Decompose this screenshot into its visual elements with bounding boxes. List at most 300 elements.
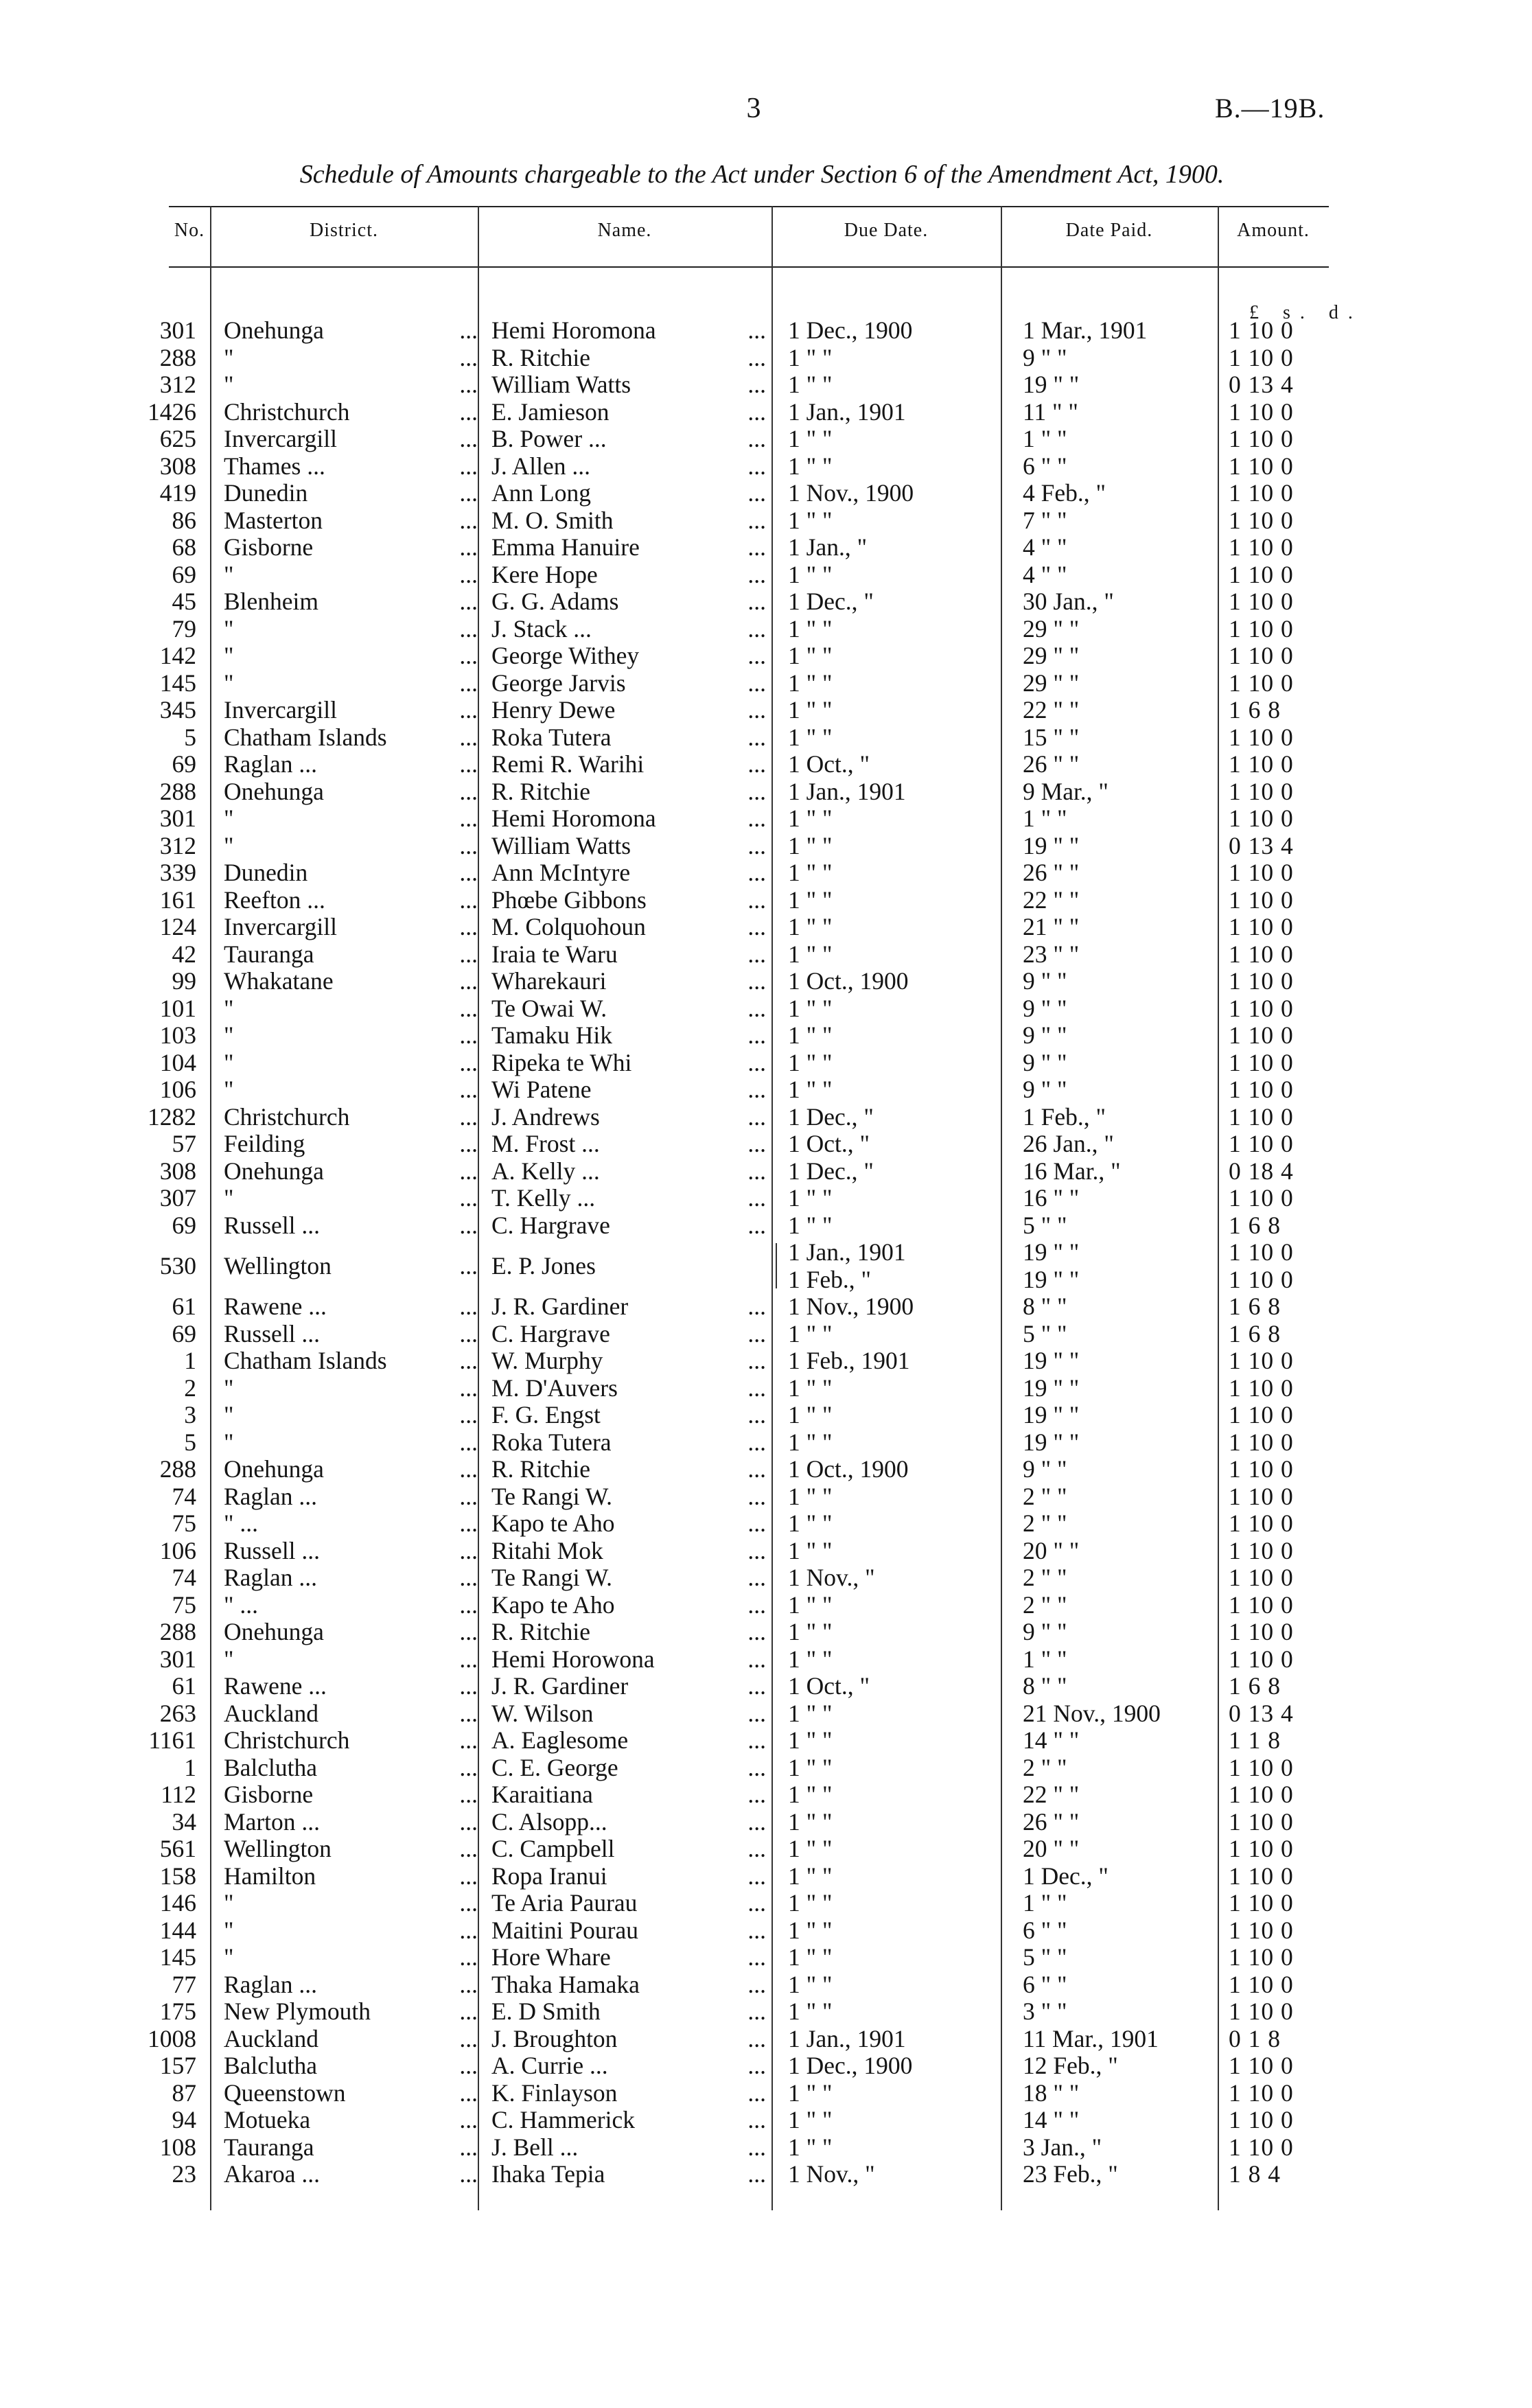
- row-amount: 1 8 4: [1229, 2160, 1281, 2188]
- row-amount: 1 10 0: [1229, 2079, 1294, 2107]
- table-row: [0, 562, 1532, 589]
- leader-dots: ...: [459, 1021, 478, 1049]
- row-date-paid: 5 " ": [1023, 1211, 1067, 1239]
- row-name: K. Finlayson: [491, 2079, 618, 2107]
- row-district: Dunedin: [224, 479, 308, 507]
- row-number: 625: [159, 425, 196, 452]
- row-district: Russell ...: [224, 1319, 321, 1347]
- row-name: Ripeka te Whi: [491, 1048, 632, 1076]
- table-row: [0, 914, 1532, 941]
- row-name: E. P. Jones: [491, 1252, 596, 1280]
- header-amount: Amount.: [1237, 220, 1310, 241]
- row-number: 45: [172, 588, 196, 615]
- row-due-date: 1 " ": [788, 1021, 833, 1049]
- row-name: Phœbe Gibbons: [491, 885, 647, 914]
- row-amount: 1 10 0: [1229, 1509, 1294, 1537]
- table-row: [0, 1564, 1532, 1592]
- row-amount: 1 10 0: [1229, 614, 1294, 642]
- row-amount: 1 10 0: [1229, 425, 1294, 452]
- row-due-date: 1 " ": [788, 723, 833, 751]
- row-district: Gisborne: [224, 1781, 314, 1808]
- row-due-date: 1 " ": [788, 1401, 833, 1428]
- leader-dots: ...: [747, 804, 766, 832]
- row-date-paid: 19 " ": [1023, 1265, 1080, 1293]
- row-district: ": [224, 371, 234, 398]
- row-district: Reefton ...: [224, 885, 325, 914]
- row-due-date: 1 Dec., 1900: [788, 316, 913, 344]
- row-date-paid: 2 " ": [1023, 1590, 1067, 1619]
- leader-dots: ...: [747, 885, 766, 914]
- leader-dots: ...: [459, 1889, 478, 1917]
- table-row: [0, 1646, 1532, 1674]
- leader-dots: ...: [747, 1021, 766, 1049]
- table-row: [0, 1239, 1532, 1293]
- row-due-date: 1 " ": [788, 452, 833, 480]
- row-date-paid: 23 Feb., ": [1023, 2160, 1118, 2188]
- row-due-date: 1 " ": [788, 1536, 833, 1564]
- leader-dots: ...: [459, 1102, 478, 1131]
- leader-dots: ...: [459, 316, 478, 344]
- table-row: [0, 1321, 1532, 1348]
- row-district: Russell ...: [224, 1536, 321, 1564]
- row-amount: 1 10 0: [1229, 2052, 1294, 2079]
- row-number: 307: [159, 1184, 196, 1212]
- leader-dots: ...: [459, 723, 478, 751]
- table-row: [0, 1809, 1532, 1836]
- leader-dots: ...: [459, 1916, 478, 1944]
- leader-dots: ...: [747, 316, 766, 344]
- row-number: 145: [159, 669, 196, 697]
- row-amount: 1 10 0: [1229, 1265, 1294, 1293]
- table-row: [0, 480, 1532, 507]
- leader-dots: ...: [459, 1482, 478, 1510]
- row-name: M. Frost ...: [491, 1130, 600, 1157]
- row-district: Russell ...: [224, 1211, 321, 1239]
- row-amount: 1 10 0: [1229, 452, 1294, 480]
- row-due-date: 1 " ": [788, 1428, 833, 1456]
- table-row: [0, 670, 1532, 697]
- row-number: 1: [184, 1347, 196, 1374]
- row-district: Gisborne: [224, 533, 314, 561]
- row-name: J. R. Gardiner: [491, 1672, 629, 1700]
- row-amount: 1 10 0: [1229, 1130, 1294, 1157]
- row-date-paid: 19 " ": [1023, 1347, 1080, 1374]
- row-district: ": [224, 642, 234, 669]
- row-amount: 1 6 8: [1229, 1319, 1281, 1347]
- table-row: [0, 968, 1532, 995]
- row-district: ": [224, 1401, 234, 1428]
- row-number: 77: [172, 1970, 196, 1998]
- row-amount: 1 10 0: [1229, 1943, 1294, 1971]
- row-district: Whakatane: [224, 967, 334, 995]
- leader-dots: ...: [459, 2024, 478, 2052]
- row-number: 79: [172, 614, 196, 642]
- row-number: 3: [184, 1401, 196, 1428]
- row-due-date: 1 Oct., ": [788, 1672, 870, 1700]
- table-row: [0, 1131, 1532, 1158]
- leader-dots: ...: [747, 1048, 766, 1076]
- row-district: Tauranga: [224, 940, 314, 968]
- row-number: 339: [159, 859, 196, 886]
- leader-dots: ...: [747, 777, 766, 805]
- row-name: Te Rangi W.: [491, 1482, 612, 1510]
- row-amount: 1 10 0: [1229, 750, 1294, 778]
- table-header-rule: [169, 266, 1329, 268]
- table-row: [0, 1293, 1532, 1321]
- row-due-date: 1 Oct., ": [788, 1130, 870, 1157]
- row-due-date: 1 " ": [788, 1618, 833, 1645]
- row-amount: 0 13 4: [1229, 831, 1294, 859]
- row-due-date: 1 " ": [788, 1998, 833, 2025]
- leader-dots: ...: [747, 2133, 766, 2161]
- table-row: [0, 1836, 1532, 1863]
- leader-dots: ...: [459, 2079, 478, 2107]
- table-row: [0, 1212, 1532, 1240]
- table-row: [0, 887, 1532, 914]
- leader-dots: ...: [459, 940, 478, 968]
- row-number: 86: [172, 506, 196, 534]
- row-amount: 1 10 0: [1229, 913, 1294, 940]
- row-number: 106: [159, 1076, 196, 1103]
- row-name: Hore Whare: [491, 1943, 611, 1971]
- row-district: ": [224, 1428, 234, 1456]
- row-date-paid: 9 Mar., ": [1023, 777, 1109, 805]
- row-number: 61: [172, 1293, 196, 1320]
- row-amount: 1 6 8: [1229, 1293, 1281, 1320]
- row-district: Chatham Islands: [224, 723, 387, 751]
- row-date-paid: 2 " ": [1023, 1753, 1067, 1781]
- row-district: Wellington: [224, 1835, 332, 1862]
- header-no: No.: [174, 220, 205, 241]
- row-date-paid: 3 " ": [1023, 1998, 1067, 2025]
- leader-dots: ...: [747, 913, 766, 940]
- row-district: ": [224, 560, 234, 588]
- row-date-paid: 26 " ": [1023, 859, 1080, 886]
- row-number: 108: [159, 2133, 196, 2161]
- row-amount: 1 6 8: [1229, 1672, 1281, 1700]
- row-name: Hemi Horomona: [491, 804, 656, 832]
- schedule-title: Schedule of Amounts chargeable to the Act under Section 6 of the Amendment Act, 1900.: [299, 160, 1225, 189]
- leader-dots: ...: [459, 560, 478, 588]
- row-name: Ann Long: [491, 479, 591, 507]
- row-number: 99: [172, 967, 196, 995]
- row-due-date: 1 " ": [788, 885, 833, 914]
- row-date-paid: 26 " ": [1023, 750, 1080, 778]
- row-number: 288: [159, 777, 196, 805]
- leader-dots: ...: [459, 479, 478, 507]
- row-name: Kapo te Aho: [491, 1590, 615, 1619]
- leader-dots: ...: [747, 2106, 766, 2133]
- row-date-paid: 5 " ": [1023, 1943, 1067, 1971]
- row-date-paid: 1 " ": [1023, 804, 1067, 832]
- row-amount: 1 10 0: [1229, 1753, 1294, 1781]
- row-date-paid: 5 " ": [1023, 1319, 1067, 1347]
- table-row: [0, 941, 1532, 969]
- leader-dots: ...: [459, 1130, 478, 1157]
- row-amount: 1 10 0: [1229, 967, 1294, 995]
- row-amount: 1 10 0: [1229, 1428, 1294, 1456]
- table-row: [0, 1104, 1532, 1131]
- row-name: R. Ritchie: [491, 343, 590, 371]
- row-district: Rawene ...: [224, 1672, 327, 1700]
- table-row: [0, 1538, 1532, 1565]
- leader-dots: ...: [747, 1726, 766, 1754]
- leader-dots: ...: [459, 1807, 478, 1836]
- row-district: " ...: [224, 1590, 258, 1619]
- table-row: [0, 1375, 1532, 1402]
- row-date-paid: 11 Mar., 1901: [1023, 2024, 1159, 2052]
- leader-dots: ...: [747, 723, 766, 751]
- row-due-date: 1 " ": [788, 669, 833, 697]
- leader-dots: ...: [459, 614, 478, 642]
- row-number: 301: [159, 1645, 196, 1673]
- row-due-date: 1 " ": [788, 2079, 833, 2107]
- row-number: 74: [172, 1564, 196, 1591]
- row-number: 5: [184, 1428, 196, 1456]
- row-number: 75: [172, 1509, 196, 1537]
- row-district: ": [224, 614, 234, 642]
- row-date-paid: 19 " ": [1023, 831, 1080, 859]
- row-date-paid: 1 Feb., ": [1023, 1102, 1106, 1131]
- row-date-paid: 9 " ": [1023, 994, 1067, 1022]
- leader-dots: ...: [747, 1184, 766, 1212]
- row-amount: 1 10 0: [1229, 1374, 1294, 1402]
- leader-dots: ...: [459, 1672, 478, 1700]
- row-name: Kere Hope: [491, 560, 598, 588]
- row-date-paid: 14 " ": [1023, 2106, 1080, 2133]
- table-row: [0, 2052, 1532, 2080]
- row-date-paid: 21 " ": [1023, 913, 1080, 940]
- row-amount: 0 18 4: [1229, 1157, 1294, 1185]
- row-number: 175: [159, 1998, 196, 2025]
- table-row: [0, 1700, 1532, 1728]
- leader-dots: ...: [459, 1618, 478, 1645]
- row-name: Te Rangi W.: [491, 1564, 612, 1591]
- row-date-paid: 4 Feb., ": [1023, 479, 1106, 507]
- leader-dots: ...: [747, 1672, 766, 1700]
- row-name: George Jarvis: [491, 669, 626, 697]
- row-district: ": [224, 831, 234, 859]
- row-due-date: 1 " ": [788, 1319, 833, 1347]
- leader-dots: ...: [747, 452, 766, 480]
- row-district: Invercargill: [224, 913, 337, 940]
- table-row: [0, 1917, 1532, 1945]
- row-due-date: 1 Nov., ": [788, 1564, 875, 1591]
- leader-dots: ...: [459, 1536, 478, 1564]
- row-name: M. O. Smith: [491, 506, 614, 534]
- row-date-paid: 1 " ": [1023, 1645, 1067, 1673]
- row-due-date: 1 " ": [788, 1184, 833, 1212]
- row-amount: 1 10 0: [1229, 1536, 1294, 1564]
- table-row: [0, 534, 1532, 562]
- leader-dots: ...: [747, 397, 766, 426]
- row-amount: 1 10 0: [1229, 777, 1294, 805]
- row-number: 57: [172, 1130, 196, 1157]
- leader-dots: ...: [747, 2024, 766, 2052]
- row-district: Chatham Islands: [224, 1347, 387, 1374]
- row-due-date: 1 " ": [788, 614, 833, 642]
- row-number: 1161: [148, 1726, 196, 1754]
- row-district: Raglan ...: [224, 1482, 318, 1510]
- leader-dots: ...: [459, 1319, 478, 1347]
- row-due-date: 1 Nov., 1900: [788, 1293, 914, 1320]
- leader-dots: ...: [459, 1970, 478, 1998]
- table-row: [0, 1022, 1532, 1050]
- table-row: [0, 1429, 1532, 1457]
- row-due-date: 1 " ": [788, 1943, 833, 1971]
- leader-dots: ...: [459, 967, 478, 995]
- table-row: [0, 1185, 1532, 1212]
- leader-dots: ...: [459, 1428, 478, 1456]
- row-number: 301: [159, 316, 196, 344]
- leader-dots: ...: [747, 1482, 766, 1510]
- leader-dots: ...: [747, 2160, 766, 2188]
- row-date-paid: 11 " ": [1023, 397, 1078, 426]
- row-name: Tamaku Hik: [491, 1021, 612, 1049]
- row-district: ": [224, 1645, 234, 1673]
- row-due-date: 1 Feb., 1901: [788, 1347, 910, 1374]
- row-district: Feilding: [224, 1130, 305, 1157]
- row-name: W. Murphy: [491, 1347, 603, 1374]
- row-name: C. Campbell: [491, 1835, 615, 1862]
- leader-dots: ...: [747, 2079, 766, 2107]
- table-row: [0, 1402, 1532, 1429]
- row-amount: 1 10 0: [1229, 940, 1294, 968]
- row-district: Onehunga: [224, 1618, 324, 1645]
- row-due-date: 1 Jan., 1901: [788, 2024, 906, 2052]
- row-number: 1282: [148, 1102, 196, 1131]
- row-district: ": [224, 1048, 234, 1076]
- row-amount: 1 6 8: [1229, 1211, 1281, 1239]
- row-district: Rawene ...: [224, 1293, 327, 1320]
- row-amount: 1 10 0: [1229, 343, 1294, 371]
- row-district: ": [224, 1076, 234, 1103]
- row-name: William Watts: [491, 831, 631, 859]
- table-row: [0, 1890, 1532, 1917]
- leader-dots: ...: [747, 1455, 766, 1483]
- row-amount: 1 10 0: [1229, 397, 1294, 426]
- row-district: Invercargill: [224, 425, 337, 452]
- leader-dots: ...: [747, 1319, 766, 1347]
- page-number: 3: [746, 93, 761, 124]
- leader-dots: ...: [747, 1564, 766, 1591]
- row-district: Hamilton: [224, 1862, 316, 1890]
- row-district: ": [224, 1184, 234, 1212]
- table-row: [0, 724, 1532, 752]
- row-amount: 1 6 8: [1229, 696, 1281, 723]
- row-date-paid: 2 " ": [1023, 1482, 1067, 1510]
- row-amount: 1 10 0: [1229, 1482, 1294, 1510]
- row-amount: 1 10 0: [1229, 1835, 1294, 1862]
- leader-dots: ...: [747, 479, 766, 507]
- row-date-paid: 29 " ": [1023, 614, 1080, 642]
- leader-dots: ...: [747, 642, 766, 669]
- row-district: Onehunga: [224, 1455, 324, 1483]
- table-row: [0, 1998, 1532, 2026]
- row-amount: 1 10 0: [1229, 1998, 1294, 2025]
- row-date-paid: 9 " ": [1023, 1048, 1067, 1076]
- row-name: E. D Smith: [491, 1998, 601, 2025]
- row-date-paid: 26 " ": [1023, 1807, 1080, 1836]
- row-district: ": [224, 1021, 234, 1049]
- amount-units: £ s. d.: [1249, 302, 1362, 323]
- row-due-date: 1 " ": [788, 1699, 833, 1727]
- table-row: [0, 805, 1532, 833]
- table-row: [0, 1158, 1532, 1185]
- leader-dots: ...: [747, 1807, 766, 1836]
- row-amount: 1 10 0: [1229, 1645, 1294, 1673]
- leader-dots: ...: [747, 1699, 766, 1727]
- row-district: " ...: [224, 1509, 258, 1537]
- leader-dots: ...: [747, 967, 766, 995]
- row-name: R. Ritchie: [491, 1455, 590, 1483]
- row-date-paid: 6 " ": [1023, 452, 1067, 480]
- leader-dots: ...: [747, 940, 766, 968]
- leader-dots: ...: [747, 1509, 766, 1537]
- row-number: 112: [161, 1781, 196, 1808]
- row-due-date: 1 Oct., 1900: [788, 967, 909, 995]
- leader-dots: ...: [459, 452, 478, 480]
- table-row: [0, 507, 1532, 535]
- table-row: [0, 778, 1532, 806]
- row-number: 144: [159, 1916, 196, 1944]
- row-due-date: 1 " ": [788, 1889, 833, 1917]
- row-due-date: 1 " ": [788, 1970, 833, 1998]
- row-number: 101: [159, 994, 196, 1022]
- table-row: [0, 859, 1532, 887]
- leader-dots: ...: [747, 1835, 766, 1862]
- leader-dots: ...: [459, 588, 478, 615]
- row-number: 69: [172, 750, 196, 778]
- row-due-date: 1 Dec., ": [788, 1102, 874, 1131]
- table-row: [0, 1592, 1532, 1619]
- row-number: 104: [159, 1048, 196, 1076]
- row-due-date: 1 " ": [788, 1048, 833, 1076]
- row-name: Karaitiana: [491, 1781, 593, 1808]
- row-district: Wellington: [224, 1252, 332, 1280]
- leader-dots: ...: [459, 425, 478, 452]
- table-row: [0, 426, 1532, 453]
- row-district: Christchurch: [224, 397, 350, 426]
- row-district: ": [224, 669, 234, 697]
- leader-dots: ...: [747, 1889, 766, 1917]
- leader-dots: ...: [747, 425, 766, 452]
- leader-dots: ...: [459, 1347, 478, 1374]
- row-number: 145: [159, 1943, 196, 1971]
- row-name: Henry Dewe: [491, 696, 616, 723]
- leader-dots: ...: [747, 1753, 766, 1781]
- row-number: 69: [172, 1319, 196, 1347]
- table-row: [0, 1755, 1532, 1782]
- row-date-paid: 19 " ": [1023, 1374, 1080, 1402]
- row-amount: 1 10 0: [1229, 885, 1294, 914]
- row-name: Wharekauri: [491, 967, 607, 995]
- leader-dots: ...: [459, 1455, 478, 1483]
- row-district: ": [224, 994, 234, 1022]
- leader-dots: ...: [747, 1618, 766, 1645]
- row-number: 69: [172, 560, 196, 588]
- row-district: New Plymouth: [224, 1998, 371, 2025]
- row-district: Dunedin: [224, 859, 308, 886]
- leader-dots: ...: [459, 1753, 478, 1781]
- row-amount: 1 10 0: [1229, 1916, 1294, 1944]
- row-number: 1008: [148, 2024, 196, 2052]
- leader-dots: ...: [747, 1347, 766, 1374]
- row-date-paid: 8 " ": [1023, 1293, 1067, 1320]
- row-amount: 1 10 0: [1229, 1889, 1294, 1917]
- row-date-paid: 20 " ": [1023, 1835, 1080, 1862]
- leader-dots: ...: [747, 750, 766, 778]
